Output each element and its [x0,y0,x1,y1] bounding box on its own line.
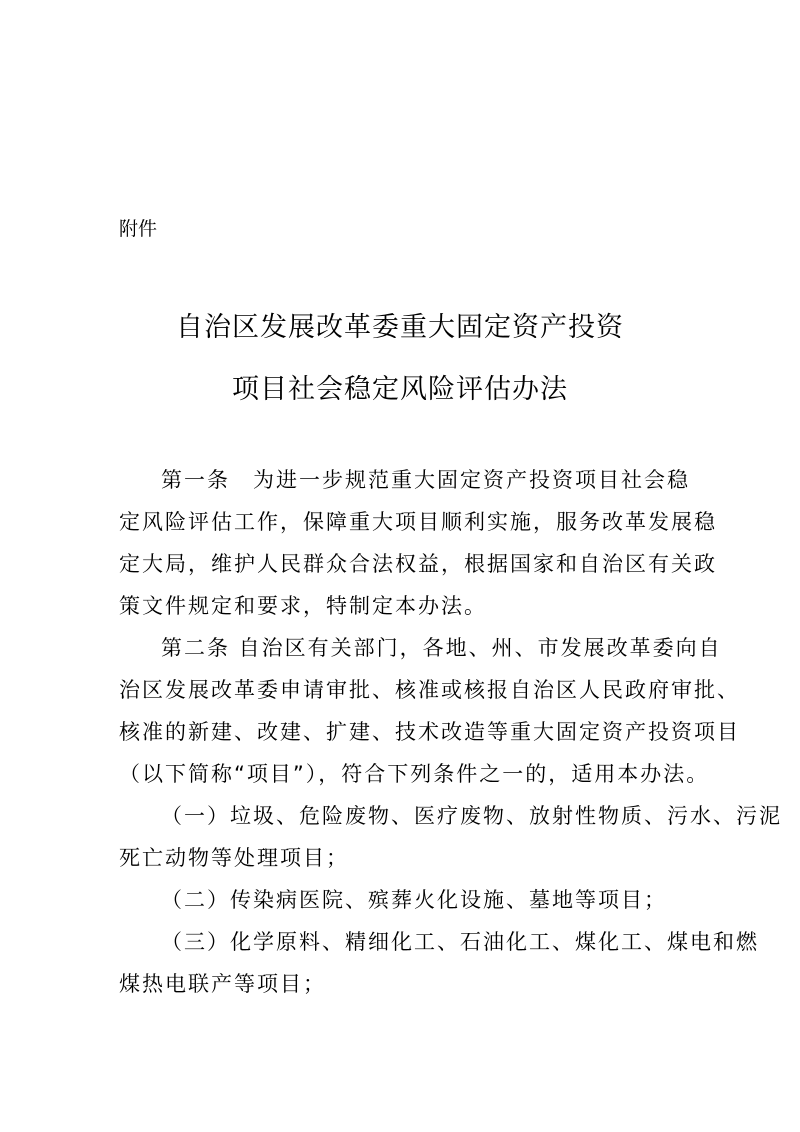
item-1-line-1: （一）垃圾、危险废物、医疗废物、放射性物质、污水、污泥 [161,804,782,828]
attachment-label: 附件 [119,218,158,240]
article-1-line-1: 第一条 为进一步规范重大固定资产投资项目社会稳 [161,468,690,492]
item-3-line-2: 煤热电联产等项目； [119,972,326,996]
article-1-line-3: 定大局，维护人民群众合法权益，根据国家和自治区有关政 [119,552,717,576]
article-1-line-4: 策文件规定和要求，特制定本办法。 [119,594,487,618]
article-2-line-2: 治区发展改革委申请审批、核准或核报自治区人民政府审批、 [119,678,740,702]
article-2-line-1: 第二条 自治区有关部门，各地、州、市发展改革委向自 [161,636,722,660]
item-3-line-1: （三）化学原料、精细化工、石油化工、煤化工、煤电和燃 [161,930,759,954]
article-1-line-2: 定风险评估工作，保障重大项目顺利实施，服务改革发展稳 [119,510,717,534]
article-2-line-3: 核准的新建、改建、扩建、技术改造等重大固定资产投资项目 [119,720,740,744]
article-2-line-4: （以下简称“项目”），符合下列条件之一的，适用本办法。 [119,762,710,786]
document-title-line-2: 项目社会稳定风险评估办法 [232,374,568,405]
item-2-line-1: （二）传染病医院、殡葬火化设施、墓地等项目； [161,888,667,912]
document-title-line-1: 自治区发展改革委重大固定资产投资 [176,312,624,343]
item-1-line-2: 死亡动物等处理项目； [119,846,349,870]
